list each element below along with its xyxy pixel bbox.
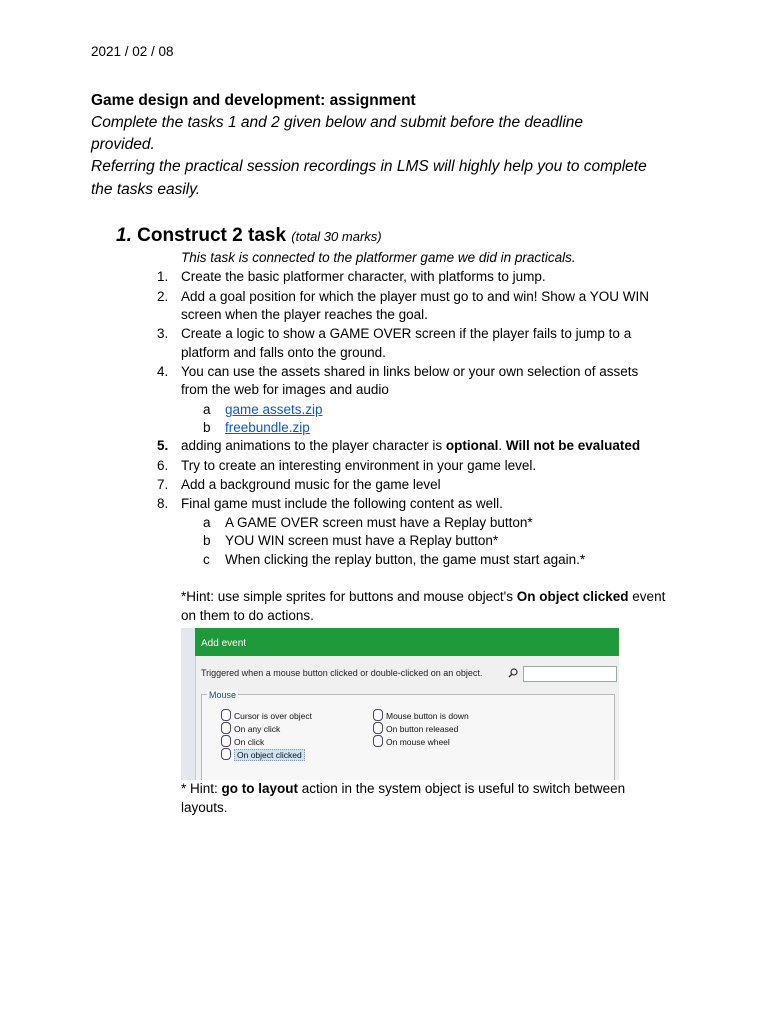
option-on-button-released: On button released: [373, 722, 458, 734]
game-assets-link[interactable]: game assets.zip: [225, 402, 323, 417]
option-on-any-click: On any click: [221, 722, 280, 734]
mouse-icon: [221, 722, 231, 734]
dialog-title: Add event: [201, 638, 247, 649]
intro-line-4: the tasks easily.: [91, 181, 201, 198]
assignment-title: Game design and development: assignment: [91, 92, 416, 109]
task-number: 1.: [116, 225, 132, 246]
mouse-icon: [221, 735, 231, 747]
option-cursor-over-object: Cursor is over object: [221, 709, 312, 721]
freebundle-link[interactable]: freebundle.zip: [225, 420, 310, 435]
dialog-title-bar: [195, 628, 619, 656]
option-on-object-clicked: On object clicked: [221, 748, 305, 760]
mouse-icon: [221, 709, 231, 721]
intro-line-2: provided.: [91, 136, 155, 153]
mouse-icon: [373, 735, 383, 747]
option-mouse-button-down: Mouse button is down: [373, 709, 469, 721]
document-page: 2021 / 02 / 08 Game design and development: assignment Complete the tasks 1 and 2 given below and submit before the deadline provided. Referring the practical session recordings in LMS will highly help you to complete the tasks easily. 1. Construct 2 task (total 30 marks) This task is connected to the platformer game we did in practicals. 1. Create the basic platformer character, with platforms to jump. 2. Add a goal position for which the player must go to and win! Show a YOU WIN screen when the player reaches the goal. 3. Create a logic to show a GAME OVER screen if the player fails to jump to a platform and falls onto the ground. 4. You can use the assets shared in links below or your own selection of assets from the web for images and audio a game assets.zip b freebundle.zip 5. adding animations to the player character is optional. Will not be evaluated 6. Try to create an interesting environment in your game level. 7. Add a background music for the game level 8. Final game must include the following content as well. a A GAME OVER screen must have a Replay button* b YOU WIN screen must have a Replay button* c When clicking the replay button, the game must start again.* *Hint: use simple sprites for buttons and mouse object's On object clicked event on them to do actions. Add event Triggered when a mouse button clicked or double-clicked on an object. Mouse Cursor is over object On any click On click On object clicked Mouse button is down On button released On mouse wheel * Hint: go to layout action in the system object is useful to switch between layouts.: [91, 44, 666, 815]
intro-line-1: Complete the tasks 1 and 2 given below and submit before the deadline: [91, 114, 584, 131]
date: 2021 / 02 / 08: [91, 44, 174, 59]
add-event-dialog-screenshot: [181, 628, 619, 780]
search-icon: [508, 668, 518, 678]
task-heading: [116, 225, 382, 247]
task-name: Construct 2 task: [137, 225, 287, 246]
option-on-mouse-wheel: On mouse wheel: [373, 735, 450, 747]
task-marks: (total 30 marks): [291, 229, 382, 244]
task-intro: This task is connected to the platformer game we did in practicals.: [181, 250, 576, 265]
intro-line-3: Referring the practical session recordings in LMS will highly help you to complete: [91, 158, 647, 175]
hint-2: * Hint: go to layout action in the system object is useful to switch between: [181, 781, 626, 796]
dialog-side-panel: [181, 628, 196, 780]
dialog-search-input: [523, 666, 617, 682]
dialog-description: Triggered when a mouse button clicked or double-clicked on an object.: [201, 668, 483, 678]
hint-2-line-2: layouts.: [181, 800, 228, 815]
mouse-icon: [221, 748, 231, 760]
mouse-group-label: Mouse: [209, 690, 237, 700]
option-on-click: On click: [221, 735, 264, 747]
mouse-icon: [373, 709, 383, 721]
mouse-icon: [373, 722, 383, 734]
hint-1-line-2: on them to do actions.: [181, 608, 314, 623]
hint-1: *Hint: use simple sprites for buttons and mouse object's On object clicked event: [181, 589, 666, 604]
